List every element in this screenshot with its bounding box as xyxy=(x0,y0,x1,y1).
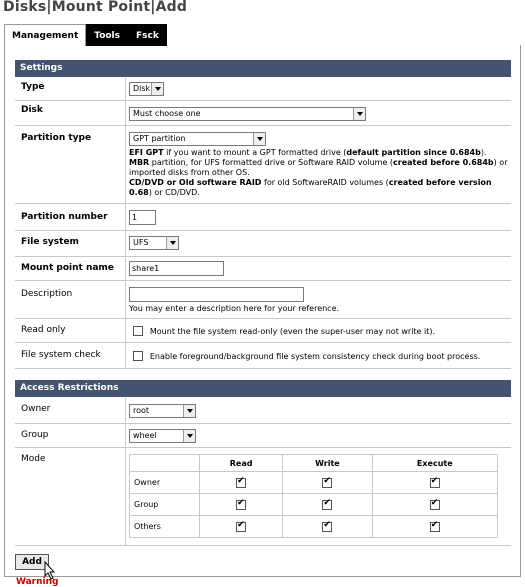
access-restrictions-header: Access Restrictions xyxy=(15,380,511,397)
settings-header: Settings xyxy=(15,60,511,77)
mount-point-row xyxy=(15,257,511,281)
file-system-select-value: UFS xyxy=(133,238,149,247)
read-only-checkbox[interactable] xyxy=(133,326,143,336)
mount-point-name-input[interactable]: share1 xyxy=(129,261,224,276)
read-only-row xyxy=(15,319,511,343)
tab-management[interactable]: Management xyxy=(4,24,86,46)
chevron-down-icon xyxy=(183,405,195,417)
mode-label: Mode xyxy=(15,448,126,545)
tab-fsck[interactable]: Fsck xyxy=(128,24,167,46)
description-hint: You may enter a description here for your reference. xyxy=(129,304,340,313)
chevron-down-icon xyxy=(151,83,163,95)
description-input[interactable] xyxy=(129,287,304,302)
file-system-label: File system xyxy=(15,231,126,256)
others-write-checkbox[interactable] xyxy=(322,522,332,532)
mode-table-header xyxy=(130,455,498,472)
mount-point-name-label: Mount point name xyxy=(15,257,126,280)
owner-label: Owner xyxy=(15,398,126,423)
disk-row xyxy=(15,101,511,126)
file-system-row xyxy=(15,231,511,257)
partition-type-select[interactable] xyxy=(129,132,266,146)
partition-number-input[interactable]: 1 xyxy=(129,210,156,225)
description-row xyxy=(15,281,511,319)
partition-type-select-value: GPT partition xyxy=(133,134,186,143)
mode-permissions-table xyxy=(129,454,498,538)
disk-select[interactable] xyxy=(129,107,366,121)
warning-text: Warning xyxy=(16,577,59,587)
type-label: Type xyxy=(15,78,126,100)
fs-check-checkbox-label: Enable foreground/background file system consistency check during boot process. xyxy=(149,351,481,361)
partition-type-row xyxy=(15,126,511,204)
mode-row-label-owner: Owner xyxy=(130,472,200,494)
chevron-down-icon xyxy=(166,237,178,249)
fs-check-row xyxy=(15,343,511,369)
type-select-value: Disk xyxy=(133,84,151,93)
fs-check-checkbox[interactable] xyxy=(133,351,143,361)
read-only-label: Read only xyxy=(15,319,126,342)
partition-number-row xyxy=(15,204,511,231)
tab-tools[interactable]: Tools xyxy=(86,24,128,46)
group-label: Group xyxy=(15,424,126,447)
group-read-checkbox[interactable] xyxy=(236,500,246,510)
owner-execute-checkbox[interactable] xyxy=(430,478,440,488)
mode-col-read: Read xyxy=(200,455,283,472)
mode-col-execute: Execute xyxy=(372,455,497,472)
mode-col-blank xyxy=(130,455,200,472)
mode-col-write: Write xyxy=(283,455,372,472)
chevron-down-icon xyxy=(183,430,195,442)
table-row xyxy=(130,494,498,516)
chevron-down-icon xyxy=(253,133,265,145)
table-row xyxy=(130,516,498,538)
others-execute-checkbox[interactable] xyxy=(430,522,440,532)
owner-select-value: root xyxy=(133,406,150,415)
file-system-select[interactable] xyxy=(129,236,179,250)
mode-row-label-others: Others xyxy=(130,516,200,538)
fs-check-label: File system check xyxy=(15,343,126,368)
group-row xyxy=(15,424,511,448)
mode-row-label-group: Group xyxy=(130,494,200,516)
disk-select-value: Must choose one xyxy=(133,109,201,118)
type-row xyxy=(15,78,511,101)
type-select[interactable] xyxy=(129,82,164,96)
owner-read-checkbox[interactable] xyxy=(236,478,246,488)
tab-bar xyxy=(4,24,167,46)
owner-write-checkbox[interactable] xyxy=(322,478,332,488)
table-row xyxy=(130,472,498,494)
partition-type-description: EFI GPT if you want to mount a GPT formatted drive (default partition since 0.684b). MBR partition, for UFS formatted drive or Software RAID volume (created before 0.684b) or imported disks from other OS. CD/DVD or Old software RAID for old SoftwareRAID volumes (created before version 0.68) or CD/DVD. xyxy=(129,148,508,197)
group-select-value: wheel xyxy=(133,431,157,440)
group-write-checkbox[interactable] xyxy=(322,500,332,510)
add-button[interactable]: Add xyxy=(15,554,49,570)
group-select[interactable] xyxy=(129,429,196,443)
chevron-down-icon xyxy=(353,108,365,120)
description-label: Description xyxy=(15,281,126,318)
read-only-checkbox-label: Mount the file system read-only (even the super-user may not write it). xyxy=(149,326,436,336)
owner-select[interactable] xyxy=(129,404,196,418)
group-execute-checkbox[interactable] xyxy=(430,500,440,510)
page-title: Disks|Mount Point|Add xyxy=(3,0,188,15)
owner-row xyxy=(15,398,511,424)
others-read-checkbox[interactable] xyxy=(236,522,246,532)
partition-number-label: Partition number xyxy=(15,204,126,230)
disk-label: Disk xyxy=(15,101,126,125)
partition-type-label: Partition type xyxy=(15,126,126,203)
